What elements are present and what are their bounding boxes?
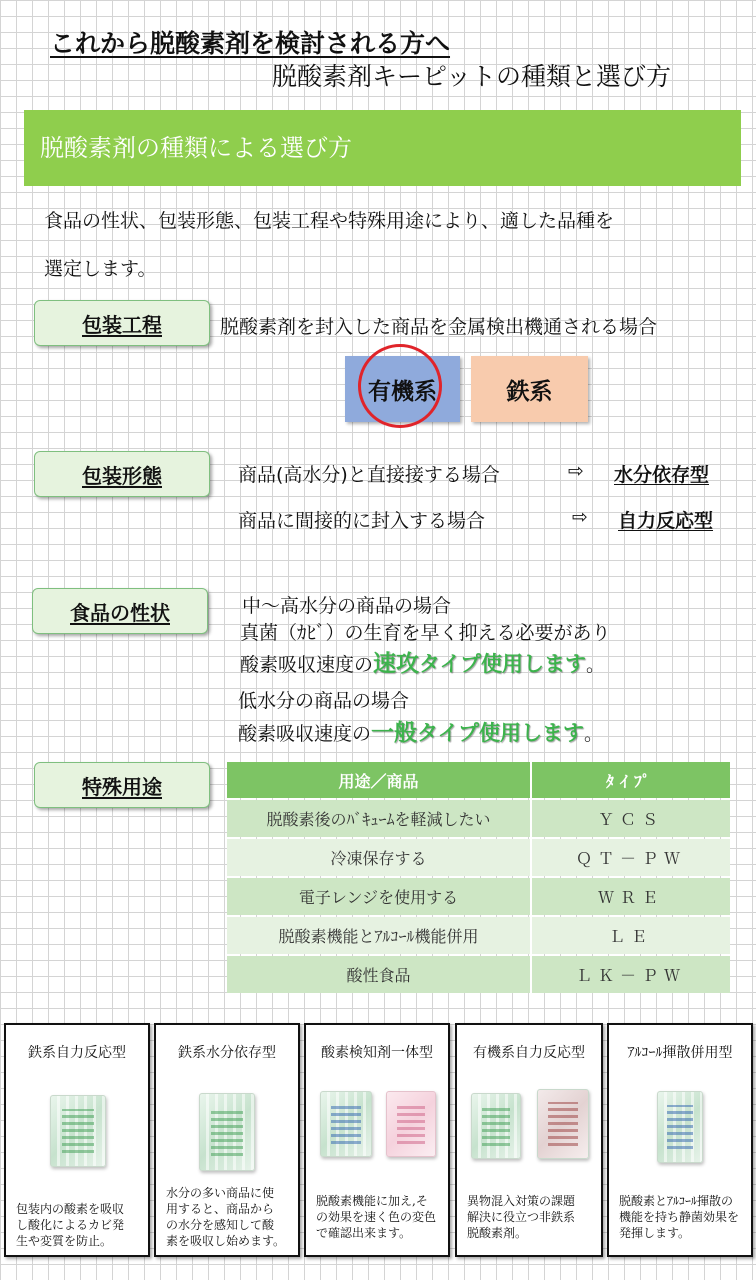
card-description: 異物混入対策の課題 解決に役立つ非鉄系 脱酸素剤。 (467, 1194, 576, 1240)
table-row (227, 800, 730, 837)
table-cell-use: 脱酸素機能とｱﾙｺｰﾙ機能併用 (227, 917, 532, 954)
card-title: 鉄系水分依存型 (178, 1045, 276, 1061)
table-header-row (227, 762, 730, 798)
card-title: 鉄系自力反応型 (28, 1045, 126, 1061)
page-subtitle: 脱酸素剤キーピットの種類と選び方 (272, 62, 672, 91)
product-card-iron-self-reactive (4, 1023, 150, 1257)
packet-image (386, 1091, 436, 1157)
table-cell-type: ＱＴ－ＰＷ (532, 839, 730, 876)
iron-type-box: 鉄系 (471, 356, 588, 422)
table-row (227, 878, 730, 915)
table-cell-type: ＷＲＥ (532, 878, 730, 915)
card-description: 脱酸素機能に加え,そ の効果を速く色の変色 で確認出来ます。 (316, 1194, 437, 1240)
food-high-line3-pre: 酸素吸収速度の (240, 654, 374, 676)
packet-image (657, 1091, 703, 1163)
packet-image (320, 1091, 372, 1157)
packing-process-text: 脱酸素剤を封入した商品を金属検出機通される場合 (220, 316, 658, 338)
food-high-line2: 真菌（ｶﾋﾞ）の生育を早く抑える必要があり (240, 622, 611, 644)
product-card-iron-moisture-dependent (154, 1023, 300, 1257)
general-type-highlight: 一般 (371, 720, 418, 746)
label-food-property: 食品の性状 (32, 588, 208, 634)
fast-type-highlight-rest: タイプ使用します (419, 652, 586, 676)
section-banner (24, 110, 741, 186)
food-high-line3-post: 。 (585, 654, 605, 676)
organic-type-box: 有機系 (345, 356, 460, 422)
card-title: 有機系自力反応型 (473, 1045, 585, 1061)
card-title: ｱﾙｺｰﾙ揮散併用型 (627, 1045, 733, 1061)
food-low-line1: 低水分の商品の場合 (238, 690, 410, 712)
table-cell-use: 冷凍保存する (227, 839, 532, 876)
arrow-right-icon: ⇨ (568, 460, 584, 482)
table-cell-type: ＹＣＳ (532, 800, 730, 837)
table-cell-use: 脱酸素後のﾊﾞｷｭｰﾑを軽減したい (227, 800, 532, 837)
packing-form-row1-result: 水分依存型 (614, 464, 710, 486)
food-low-line2 (238, 714, 603, 747)
food-high-line1: 中～高水分の商品の場合 (242, 595, 452, 617)
product-card-alcohol-combined (607, 1023, 753, 1257)
table-cell-type: ＬＫ－ＰＷ (532, 956, 730, 993)
table-row (227, 839, 730, 876)
product-card-organic-self-reactive (455, 1023, 603, 1257)
card-title: 酸素検知剤一体型 (321, 1045, 433, 1061)
highlight-circle (358, 344, 442, 428)
label-packing-process: 包装工程 (34, 300, 210, 346)
special-use-table (227, 760, 730, 995)
packet-image (537, 1089, 589, 1159)
packing-form-row2-result: 自力反応型 (618, 510, 714, 532)
packet-image (50, 1095, 106, 1167)
food-low-line2-post: 。 (583, 723, 603, 745)
packet-image (199, 1093, 255, 1171)
table-row (227, 956, 730, 993)
section-banner-title: 脱酸素剤の種類による選び方 (40, 134, 352, 162)
table-cell-use: 電子レンジを使用する (227, 878, 532, 915)
intro-line-2: 選定します。 (44, 258, 157, 280)
table-header-type: ﾀｲﾌﾟ (532, 762, 730, 798)
page-title: これから脱酸素剤を検討される方へ (50, 29, 451, 58)
table-row (227, 917, 730, 954)
card-description: 水分の多い商品に使 用すると、商品から の水分を感知して酸 素を吸収し始めます。 (166, 1186, 286, 1248)
table-cell-use: 酸性食品 (227, 956, 532, 993)
packing-form-row1-text: 商品(高水分)と直接接する場合 (238, 464, 500, 486)
general-type-highlight-rest: タイプ使用します (417, 721, 584, 745)
packing-form-row2-text: 商品に間接的に封入する場合 (238, 510, 486, 532)
fast-type-highlight: 速攻 (373, 651, 420, 677)
arrow-right-icon: ⇨ (572, 506, 588, 528)
label-special-use: 特殊用途 (34, 762, 210, 808)
table-cell-type: ＬＥ (532, 917, 730, 954)
product-card-oxygen-indicator (304, 1023, 450, 1257)
table-header-use: 用途／商品 (227, 762, 532, 798)
label-packing-form: 包装形態 (34, 451, 210, 497)
food-high-line3 (240, 645, 605, 678)
food-low-line2-pre: 酸素吸収速度の (238, 723, 372, 745)
card-description: 包装内の酸素を吸収 し酸化によるカビ発 生や変質を防止。 (16, 1202, 125, 1248)
packet-image (471, 1093, 521, 1159)
card-description: 脱酸素とｱﾙｺｰﾙ揮散の 機能を持ち静菌効果を 発揮します。 (619, 1194, 740, 1240)
intro-line-1: 食品の性状、包装形態、包装工程や特殊用途により、適した品種を (44, 210, 615, 232)
